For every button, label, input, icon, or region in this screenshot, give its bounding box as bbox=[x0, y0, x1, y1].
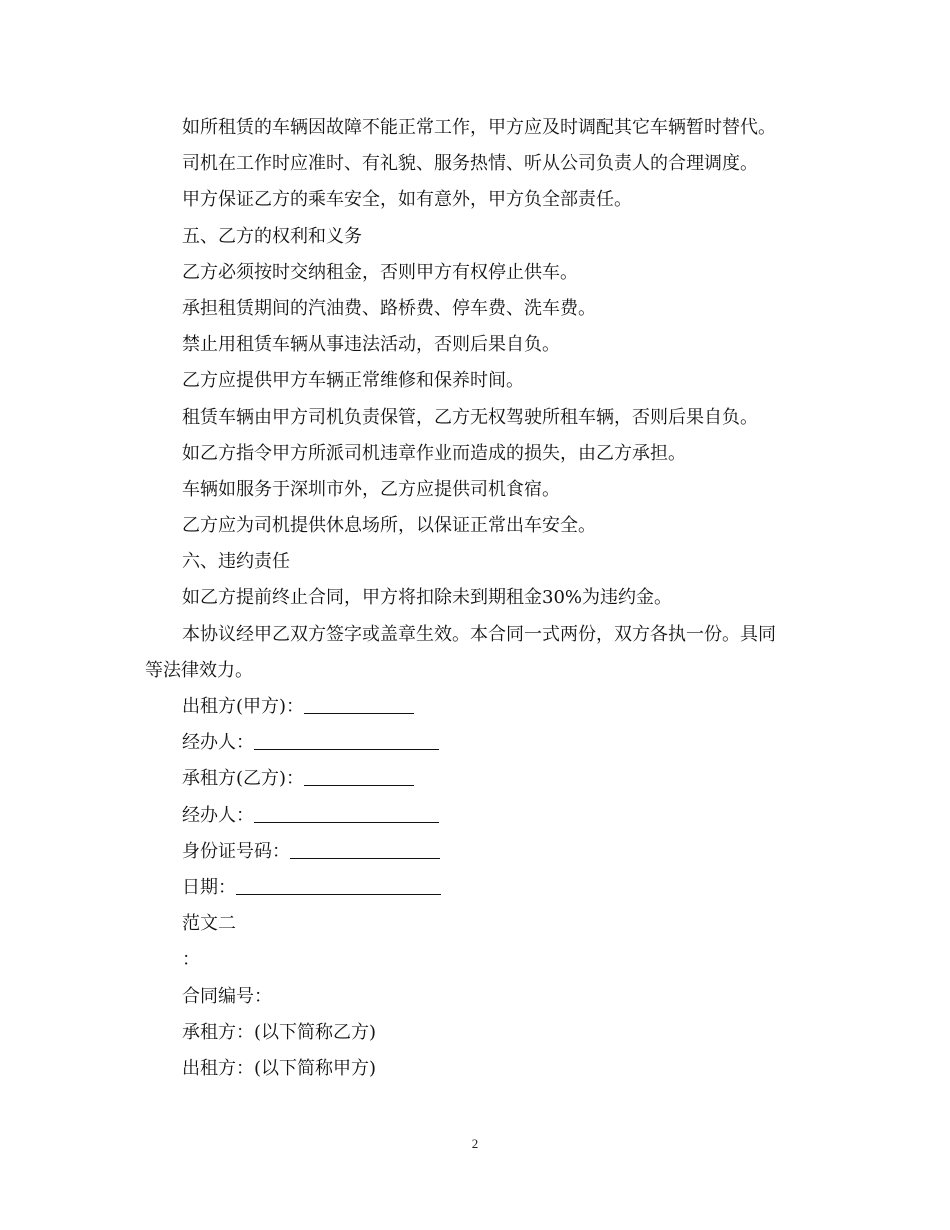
lessee-label: 承租方(乙方)： bbox=[182, 768, 305, 790]
paragraph: 租赁车辆由甲方司机负责保管，乙方无权驾驶所租车辆，否则后果自负。 bbox=[182, 406, 758, 428]
paragraph-continuation: 等法律效力。 bbox=[145, 659, 253, 681]
agent-blank bbox=[254, 729, 439, 750]
paragraph: 乙方应提供甲方车辆正常维修和保养时间。 bbox=[182, 370, 524, 392]
agent-signature-line bbox=[145, 725, 805, 761]
lessor-signature-line bbox=[145, 689, 805, 725]
paragraph: 车辆如服务于深圳市外，乙方应提供司机食宿。 bbox=[182, 478, 560, 500]
date-blank bbox=[236, 874, 441, 895]
paragraph: 本协议经甲乙双方签字或盖章生效。本合同一式两份，双方各执一份。具同 bbox=[182, 623, 776, 645]
page-number: 2 bbox=[471, 1136, 479, 1151]
date-label: 日期： bbox=[182, 876, 236, 898]
paragraph: 如乙方提前终止合同，甲方将扣除未到期租金30%为违约金。 bbox=[182, 587, 673, 609]
lessor-blank bbox=[304, 693, 414, 714]
sample-heading: 范文二 bbox=[182, 913, 236, 935]
lessor-line: 出租方：(以下简称甲方) bbox=[182, 1057, 377, 1079]
lessor-label: 出租方(甲方)： bbox=[182, 696, 305, 717]
id-number-label: 身份证号码： bbox=[182, 840, 290, 862]
contract-number: 合同编号： bbox=[182, 985, 272, 1007]
document-body bbox=[145, 110, 805, 1087]
stray-colon: ： bbox=[182, 949, 200, 971]
paragraph: 司机在工作时应准时、有礼貌、服务热情、听从公司负责人的合理调度。 bbox=[182, 153, 758, 175]
section-heading: 五、乙方的权利和义务 bbox=[182, 225, 362, 247]
paragraph: 如所租赁的车辆因故障不能正常工作，甲方应及时调配其它车辆暂时替代。 bbox=[182, 117, 776, 138]
agent-blank bbox=[254, 802, 439, 823]
paragraph: 禁止用租赁车辆从事违法活动，否则后果自负。 bbox=[182, 334, 560, 356]
paragraph: 甲方保证乙方的乘车安全，如有意外，甲方负全部责任。 bbox=[182, 189, 632, 211]
paragraph: 乙方应为司机提供休息场所，以保证正常出车安全。 bbox=[182, 515, 596, 537]
lessee-line: 承租方：(以下简称乙方) bbox=[182, 1021, 377, 1043]
paragraph: 乙方必须按时交纳租金，否则甲方有权停止供车。 bbox=[182, 261, 578, 283]
paragraph: 承担租赁期间的汽油费、路桥费、停车费、洗车费。 bbox=[182, 297, 596, 319]
date-line bbox=[145, 870, 805, 906]
id-number-blank bbox=[290, 838, 440, 859]
lessee-blank bbox=[304, 765, 414, 786]
lessee-signature-line bbox=[145, 761, 805, 797]
section-heading: 六、违约责任 bbox=[182, 551, 290, 573]
id-number-line bbox=[145, 834, 805, 870]
paragraph: 如乙方指令甲方所派司机违章作业而造成的损失，由乙方承担。 bbox=[182, 442, 686, 464]
agent-label: 经办人： bbox=[182, 732, 254, 754]
agent-signature-line bbox=[145, 798, 805, 834]
agent-label: 经办人： bbox=[182, 804, 254, 826]
